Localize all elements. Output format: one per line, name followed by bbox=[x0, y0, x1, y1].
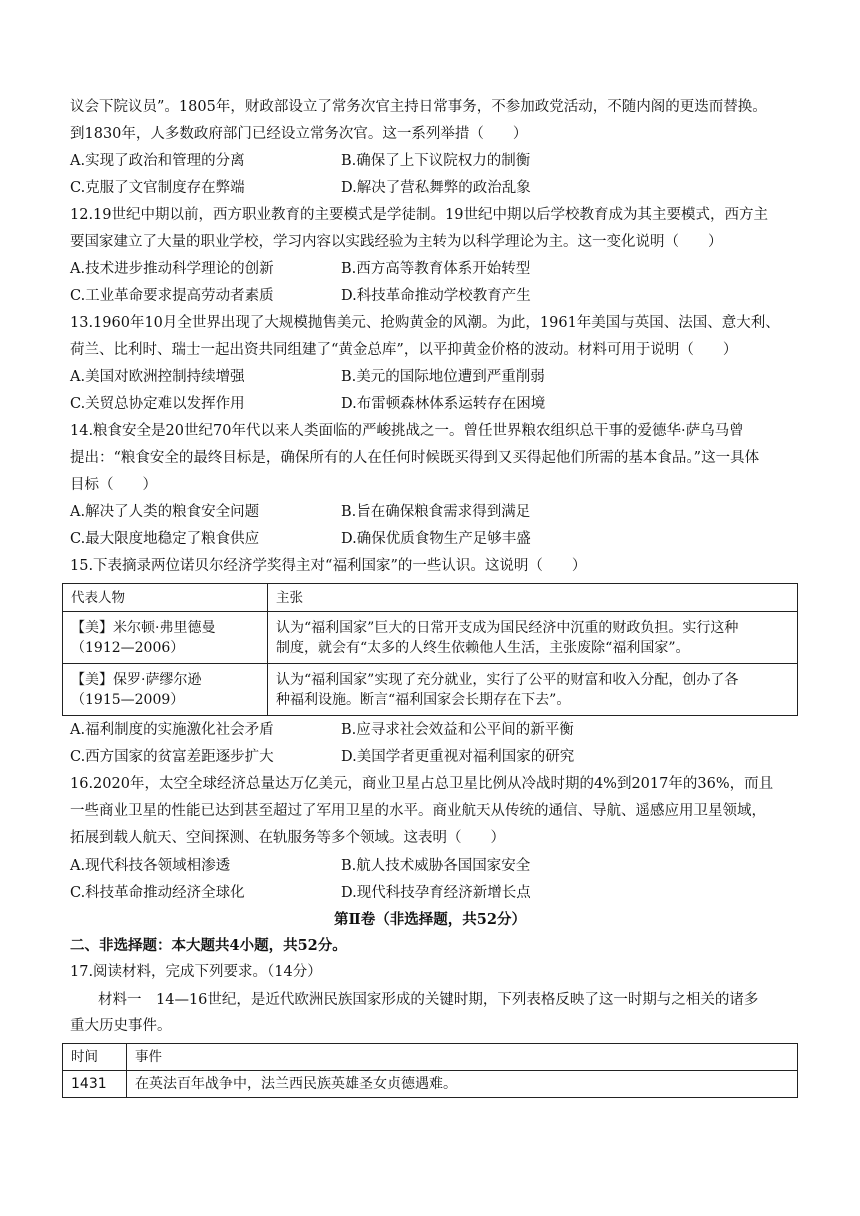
table-header-event: 事件 bbox=[127, 1044, 798, 1071]
table-header-row bbox=[63, 1044, 798, 1071]
q15-line1: 15.下表摘录两位诺贝尔经济学奖得主对“福利国家”的一些认识。这说明（ ） bbox=[70, 558, 587, 574]
person-cell bbox=[63, 612, 268, 664]
q14-option-d: D.确保优质食物生产足够丰盛 bbox=[341, 531, 531, 547]
q12-line2: 要国家建立了大量的职业学校，学习内容以实践经验为主转为以科学理论为主。这一变化说明（ ） bbox=[70, 234, 723, 250]
q16-line2: 一些商业卫星的性能已达到甚至超过了军用卫星的水平。商业航天从传统的通信、导航、遥感应用卫星领域， bbox=[70, 803, 766, 819]
q12-option-d: D.科技革命推动学校教育产生 bbox=[341, 288, 531, 304]
claim-line: 认为“福利国家”实现了充分就业，实行了公平的财富和收入分配，创办了各 bbox=[276, 671, 739, 688]
q17-line1: 17.阅读材料，完成下列要求。（14分） bbox=[70, 964, 322, 980]
q13-option-b: B.美元的国际地位遭到严重削弱 bbox=[341, 369, 545, 385]
claim-cell bbox=[268, 664, 798, 716]
table-header-claim: 主张 bbox=[268, 584, 798, 612]
table-row bbox=[63, 1071, 798, 1098]
q17-material-line1: 材料一 14—16世纪，是近代欧洲民族国家形成的关键时期，下列表格反映了这一时期与之相关的诸多 bbox=[98, 992, 759, 1008]
q11-option-c: C.克服了文官制度存在弊端 bbox=[70, 180, 245, 196]
q13-option-a: A.美国对欧洲控制持续增强 bbox=[70, 369, 245, 385]
q14-line2: 提出：“粮食安全的最终目标是，确保所有的人在任何时候既买得到又买得起他们所需的基本食品。”这一具体 bbox=[70, 450, 760, 466]
part2-title: 第Ⅱ卷（非选择题，共52分） bbox=[334, 911, 526, 928]
q14-option-b: B.旨在确保粮食需求得到满足 bbox=[341, 504, 531, 520]
person-name: 【美】米尔顿·弗里德曼 bbox=[71, 619, 216, 636]
q11-option-b: B.确保了上下议院权力的制衡 bbox=[341, 153, 531, 169]
q16-option-d: D.现代科技孕育经济新增长点 bbox=[341, 885, 531, 901]
q11-option-a: A.实现了政治和管理的分离 bbox=[70, 153, 245, 169]
q16-option-a: A.现代科技各领域相渗透 bbox=[70, 858, 231, 874]
q11-line2: 到1830年，人多数政府部门已经设立常务次官。这一系列举措（ ） bbox=[70, 126, 528, 142]
claim-cell bbox=[268, 612, 798, 664]
q11-line1: 议会下院议员”。1805年，财政部设立了常务次官主持日常事务，不参加政党活动，不随内阁的更迭而替换。 bbox=[70, 99, 767, 115]
q11-option-d: D.解决了营私舞弊的政治乱象 bbox=[341, 180, 531, 196]
q12-line1: 12.19世纪中期以前，西方职业教育的主要模式是学徒制。19世纪中期以后学校教育成为其主要模式，西方主 bbox=[70, 207, 768, 223]
q15-option-d: D.美国学者更重视对福利国家的研究 bbox=[341, 749, 575, 765]
q12-option-c: C.工业革命要求提高劳动者素质 bbox=[70, 288, 274, 304]
q13-line1: 13.1960年10月全世界出现了大规模抛售美元、抢购黄金的风潮。为此，1961年美国与英国、法国、意大利、 bbox=[70, 315, 780, 331]
q13-line2: 荷兰、比利时、瑞士一起出资共同组建了“黄金总库”，以平抑黄金价格的波动。材料可用于说明（ ） bbox=[70, 342, 738, 358]
q17-material-line2: 重大历史事件。 bbox=[70, 1018, 172, 1034]
table-header-year: 时间 bbox=[63, 1044, 127, 1071]
q12-option-b: B.西方高等教育体系开始转型 bbox=[341, 261, 531, 277]
q16-option-c: C.科技革命推动经济全球化 bbox=[70, 885, 245, 901]
person-name: 【美】保罗·萨缪尔逊 bbox=[71, 671, 202, 688]
q15-option-c: C.西方国家的贫富差距逐步扩大 bbox=[70, 749, 274, 765]
person-cell bbox=[63, 664, 268, 716]
part2-section-heading: 二、非选择题：本大题共4小题，共52分。 bbox=[70, 937, 347, 954]
claim-line: 制度，就会有“太多的人终生依赖他人生活，主张废除“福利国家”。 bbox=[276, 639, 690, 656]
person-years: （1912—2006） bbox=[71, 639, 185, 656]
q13-option-c: C.关贸总协定难以发挥作用 bbox=[70, 396, 245, 412]
q14-line3: 目标（ ） bbox=[70, 477, 157, 493]
economists-table bbox=[62, 583, 798, 716]
q15-option-a: A.福利制度的实施激化社会矛盾 bbox=[70, 722, 274, 738]
q14-option-c: C.最大限度地稳定了粮食供应 bbox=[70, 531, 260, 547]
q13-option-d: D.布雷顿森林体系运转存在困境 bbox=[341, 396, 546, 412]
q12-option-a: A.技术进步推动科学理论的创新 bbox=[70, 261, 274, 277]
q14-option-a: A.解决了人类的粮食安全问题 bbox=[70, 504, 260, 520]
table-row bbox=[63, 664, 798, 716]
event-cell: 在英法百年战争中，法兰西民族英雄圣女贞德遇难。 bbox=[127, 1071, 798, 1098]
q16-line1: 16.2020年，太空全球经济总量达万亿美元，商业卫星占总卫星比例从冷战时期的4%到2017年的36%，而且 bbox=[70, 776, 774, 792]
q14-line1: 14.粮食安全是20世纪70年代以来人类面临的严峻挑战之一。曾任世界粮农组织总干事的爱德华·萨乌马曾 bbox=[70, 423, 744, 439]
q16-option-b: B.航人技术威胁各国国家安全 bbox=[341, 858, 531, 874]
table-header-person: 代表人物 bbox=[63, 584, 268, 612]
person-years: （1915—2009） bbox=[71, 691, 185, 708]
q15-option-b: B.应寻求社会效益和公平间的新平衡 bbox=[341, 722, 574, 738]
year-cell: 1431 bbox=[63, 1071, 127, 1098]
events-table bbox=[62, 1043, 798, 1098]
claim-line: 认为“福利国家”巨大的日常开支成为国民经济中沉重的财政负担。实行这种 bbox=[276, 619, 739, 636]
table-header-row bbox=[63, 584, 798, 612]
q16-line3: 拓展到载人航天、空间探测、在轨服务等多个领域。这表明（ ） bbox=[70, 830, 505, 846]
claim-line: 种福利设施。断言“福利国家会长期存在下去”。 bbox=[276, 691, 571, 708]
table-row bbox=[63, 612, 798, 664]
